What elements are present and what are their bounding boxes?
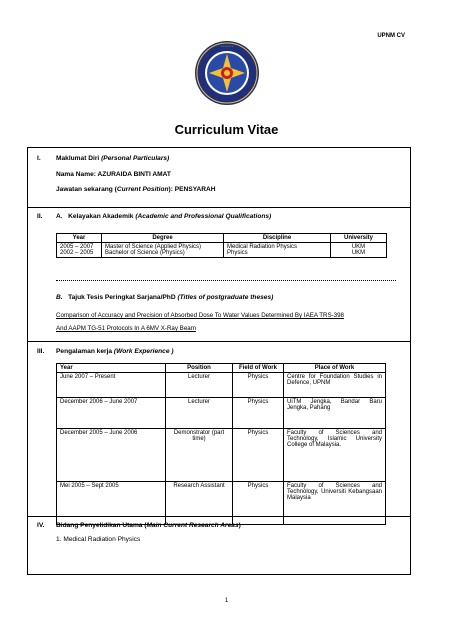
work-field: Physics <box>233 482 284 525</box>
work-year: Mei 2005 – Sept 2005 <box>57 482 166 525</box>
academic-table <box>56 233 387 258</box>
academic-discipline: Physics <box>227 250 248 256</box>
page-number: 1 <box>224 598 229 604</box>
name-value: AZURAIDA BINTI AMAT <box>97 171 171 178</box>
work-position: Lecturer <box>166 398 233 429</box>
work-position: Research Assistant <box>166 482 233 525</box>
table-row <box>57 398 386 429</box>
work-header-year: Year <box>57 364 166 373</box>
section-1-title-ms: Maklumat Diri <box>56 155 100 162</box>
table-row <box>57 482 386 525</box>
thesis-line-1: Comparison of Accuracy and Precision of Absorbed Dose To Water Values Determined By IAEA TRS-398 <box>56 312 344 319</box>
academic-university: UKM <box>351 244 366 250</box>
work-field: Physics <box>233 429 284 482</box>
academic-disciplines-cell <box>224 243 331 258</box>
name-label: Nama Name: <box>56 171 96 178</box>
academic-degree: Master of Science (Applied Physics) <box>105 244 202 250</box>
thesis-title-en: (Titles of postgraduate theses) <box>177 294 274 301</box>
section-4-title-end: ) <box>238 522 241 529</box>
section-3-number: III. <box>37 348 45 355</box>
section-4-title-en: Main Current Research Areas <box>146 522 239 529</box>
section-2-title-ms: Kelayakan Akademik <box>68 213 134 220</box>
work-position: Lecturer <box>166 373 233 398</box>
work-place: Faculty of Sciences and Technology, Islamic University College of Malaysia. <box>284 429 386 482</box>
work-field: Physics <box>233 373 284 398</box>
academic-degree: Bachelor of Science (Physics) <box>105 250 185 256</box>
research-area-item: 1. Medical Radiation Physics <box>56 536 141 543</box>
work-place: UiTM Jengka, Bandar Baru Jengka, Pahang <box>284 398 386 429</box>
position-label: Jawatan sekarang ( <box>56 186 117 193</box>
thesis-title <box>56 294 273 301</box>
work-year: June 2007 – Present <box>57 373 166 398</box>
thesis-sub-b: B. <box>56 294 63 301</box>
divider-1 <box>28 207 410 208</box>
document-header-label: UPNM CV <box>377 33 405 39</box>
academic-discipline: Medical Radiation Physics <box>227 244 298 250</box>
academic-universities-cell <box>331 243 387 258</box>
section-3-title-ms: Pengalaman kerja <box>56 348 113 355</box>
work-position: Demonstrator (part time) <box>166 429 233 482</box>
position-value: PENSYARAH <box>174 186 216 193</box>
section-2-title-en: (Academic and Professional Qualifications) <box>135 213 272 220</box>
work-header-field: Field of Work <box>233 364 284 373</box>
section-2-title <box>56 213 271 220</box>
position-label-en: Current Position <box>116 186 169 193</box>
cv-frame <box>27 147 411 575</box>
section-2-number: II. <box>37 213 43 220</box>
svg-text:• • • • • • •: • • • • • • • <box>220 44 234 48</box>
work-place: Centre for Foundation Studies in Defence, UPNM <box>284 373 386 398</box>
section-4-number: IV. <box>37 522 45 529</box>
academic-header-year: Year <box>57 234 102 243</box>
thesis-line-2: And AAPM TG-51 Protocols In A 6MV X-Ray Beam <box>56 325 196 332</box>
section-1-title <box>56 155 169 162</box>
work-header-position: Position <box>166 364 233 373</box>
section-4-title <box>56 522 241 529</box>
work-year: December 2006 – June 2007 <box>57 398 166 429</box>
work-table <box>56 363 386 525</box>
work-field: Physics <box>233 398 284 429</box>
academic-header-discipline: Discipline <box>224 234 331 243</box>
dotted-divider <box>56 280 396 281</box>
section-4-title-ms: Bidang Penyelidikan Utama ( <box>56 522 147 529</box>
work-place: Faculty of Sciences and Technology, Universiti Kebangsaan Malaysia <box>284 482 386 525</box>
work-year: December 2005 – June 2006 <box>57 429 166 482</box>
position-label-end: ): <box>168 186 173 193</box>
academic-years-cell <box>57 243 102 258</box>
section-1-title-en: (Personal Particulars) <box>101 155 170 162</box>
work-header-place: Place of Work <box>284 364 386 373</box>
thesis-title-ms: Tajuk Tesis Peringkat Sarjana/PhD <box>68 294 176 301</box>
position-line <box>56 186 216 193</box>
page-title: Curriculum Vitae <box>174 122 279 137</box>
academic-university: UKM <box>351 250 366 256</box>
section-2-sub-a: A. <box>56 213 63 220</box>
section-3-title <box>56 348 174 355</box>
divider-3 <box>28 516 410 517</box>
academic-degrees-cell <box>102 243 224 258</box>
academic-year: 2002 – 2005 <box>60 250 94 256</box>
section-3-title-en: (Work Experience ) <box>113 348 174 355</box>
table-row <box>57 429 386 482</box>
academic-header-university: University <box>331 234 387 243</box>
academic-row <box>57 243 387 258</box>
section-1-number: I. <box>37 155 41 162</box>
academic-header-degree: Degree <box>102 234 224 243</box>
academic-year: 2005 – 2007 <box>60 244 94 250</box>
divider-2 <box>28 341 410 342</box>
table-row <box>57 373 386 398</box>
university-crest-logo <box>194 40 260 106</box>
name-line <box>56 171 171 178</box>
